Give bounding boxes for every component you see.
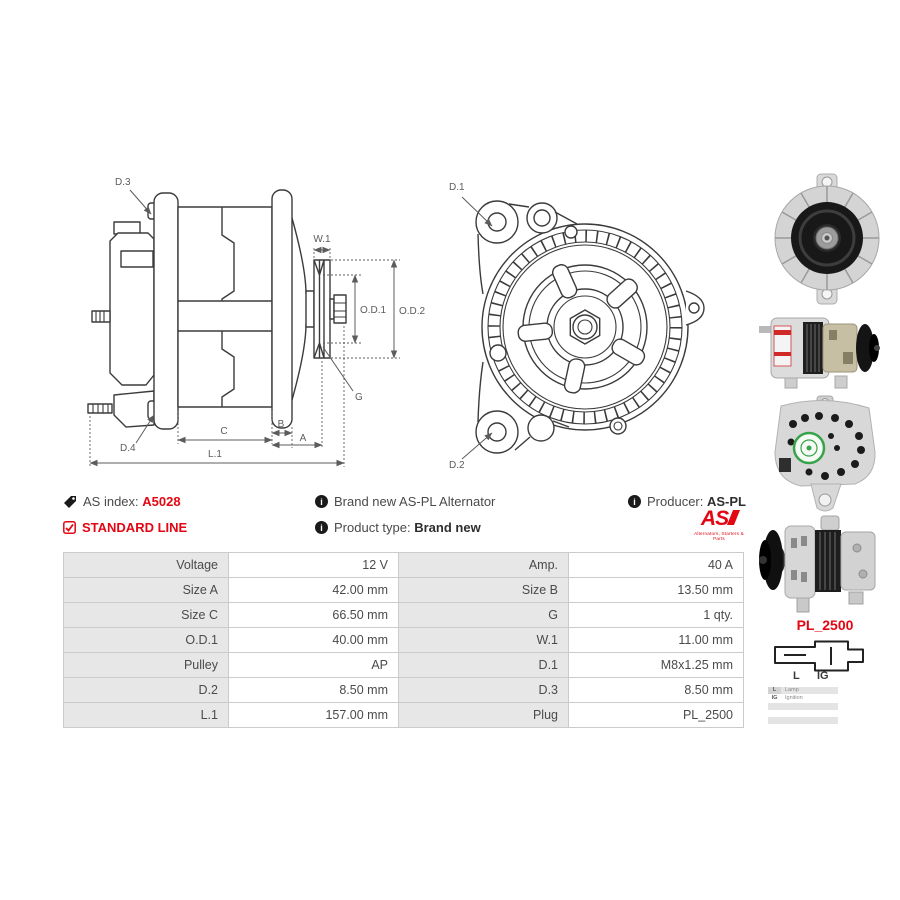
rear-cover-step [114, 222, 140, 234]
side-view-drawing [60, 163, 430, 483]
dim-label-d4: D.4 [120, 443, 136, 454]
dim-label-od1: O.D.1 [360, 305, 387, 316]
as-index-label: AS index: [83, 494, 139, 509]
dim-label-a: A [299, 433, 307, 444]
spec-table [63, 552, 744, 728]
spec-label: Pulley [64, 653, 229, 678]
dim-label-g: G [355, 392, 363, 403]
spec-label: Voltage [64, 553, 229, 578]
dim-label-w1: W.1 [313, 234, 331, 245]
list-item [768, 695, 838, 702]
spec-value: 66.50 mm [229, 603, 399, 628]
spec-label: G [399, 603, 569, 628]
product-type-value: Brand new [414, 520, 481, 535]
product-description: Brand new AS-PL Alternator [334, 494, 496, 509]
spec-value: 40.00 mm [229, 628, 399, 653]
front-bracket [154, 193, 178, 429]
spec-label: W.1 [399, 628, 569, 653]
spec-label: Plug [399, 703, 569, 728]
vent-band [803, 322, 823, 374]
list-item [768, 687, 838, 694]
spec-value: 40 A [569, 553, 744, 578]
dim-label-d3: D.3 [115, 177, 131, 188]
spec-label: O.D.1 [64, 628, 229, 653]
pin-label-l: L [793, 670, 800, 682]
checkbox-icon [63, 521, 76, 534]
dim-label-d2: D.2 [449, 460, 465, 471]
mount-hole-d2 [488, 423, 506, 441]
product-photo-side-right [757, 296, 893, 394]
plug-legend-table [768, 687, 838, 725]
spec-label: Amp. [399, 553, 569, 578]
producer-row [628, 494, 746, 509]
legend-pin: L [768, 687, 781, 694]
spec-value: 8.50 mm [569, 678, 744, 703]
product-photo-rear [763, 392, 887, 516]
cone [292, 218, 306, 400]
nut-stack [334, 295, 346, 323]
as-pl-logo [690, 509, 748, 541]
fan-blade [518, 322, 553, 341]
description-row [315, 494, 495, 509]
spec-value: AP [229, 653, 399, 678]
product-type-row [315, 520, 481, 535]
mount-hole-d1 [488, 213, 506, 231]
spec-value: 13.50 mm [569, 578, 744, 603]
list-item-empty [768, 717, 838, 724]
rear-bracket [272, 190, 292, 428]
as-index-row [63, 494, 181, 509]
spec-label: D.2 [64, 678, 229, 703]
table-row [64, 703, 744, 728]
spec-value: 12 V [229, 553, 399, 578]
plug-pin-labels [773, 670, 865, 684]
product-photo-side-left [757, 508, 893, 620]
spec-value: 157.00 mm [229, 703, 399, 728]
list-item-empty [768, 703, 838, 710]
table-row [64, 578, 744, 603]
spec-value: M8x1.25 mm [569, 653, 744, 678]
legend-pin: IG [768, 695, 781, 702]
table-row [64, 678, 744, 703]
standard-line-row [63, 520, 187, 535]
info-icon: i [315, 521, 328, 534]
dim-label-d1: D.1 [449, 182, 465, 193]
table-row [64, 603, 744, 628]
dim-label-l1: L.1 [208, 449, 222, 460]
table-row [64, 553, 744, 578]
spec-label: Size B [399, 578, 569, 603]
logo-tagline: Alternators, Starters & Parts [694, 531, 744, 541]
standard-line-label: STANDARD LINE [82, 520, 188, 535]
front-view-drawing [435, 160, 765, 495]
vent-band [815, 530, 841, 592]
spec-label: Size A [64, 578, 229, 603]
legend-desc: Ignition [785, 695, 803, 701]
product-photo-front [768, 170, 886, 308]
spec-label: D.3 [399, 678, 569, 703]
dim-label-c: C [220, 426, 228, 437]
table-row [64, 653, 744, 678]
spec-label: L.1 [64, 703, 229, 728]
tag-icon [63, 495, 77, 509]
plug-diagram [773, 640, 865, 672]
plug-name: PL_2500 [796, 617, 854, 633]
producer-label: Producer: [647, 494, 704, 509]
producer-value: AS-PL [707, 494, 746, 509]
info-icon: i [315, 495, 328, 508]
spec-value: 8.50 mm [229, 678, 399, 703]
spec-value: PL_2500 [569, 703, 744, 728]
shaft [306, 291, 314, 327]
dim-label-b: B [277, 419, 285, 430]
rear-cover-slot [121, 251, 153, 267]
table-row [64, 628, 744, 653]
info-icon: i [628, 495, 641, 508]
terminal-stud [92, 311, 110, 322]
dim-label-od2: O.D.2 [399, 306, 426, 317]
spec-value: 1 qty. [569, 603, 744, 628]
product-type-label: Product type: [334, 520, 411, 535]
spec-value: 42.00 mm [229, 578, 399, 603]
as-index-value: A5028 [142, 494, 181, 509]
legend-desc: Lamp [785, 687, 799, 693]
spec-label: Size C [64, 603, 229, 628]
spec-value: 11.00 mm [569, 628, 744, 653]
logo-text: AS [700, 507, 729, 530]
logo-slash [727, 510, 740, 525]
pin-label-ig: IG [817, 670, 829, 682]
spec-label: D.1 [399, 653, 569, 678]
